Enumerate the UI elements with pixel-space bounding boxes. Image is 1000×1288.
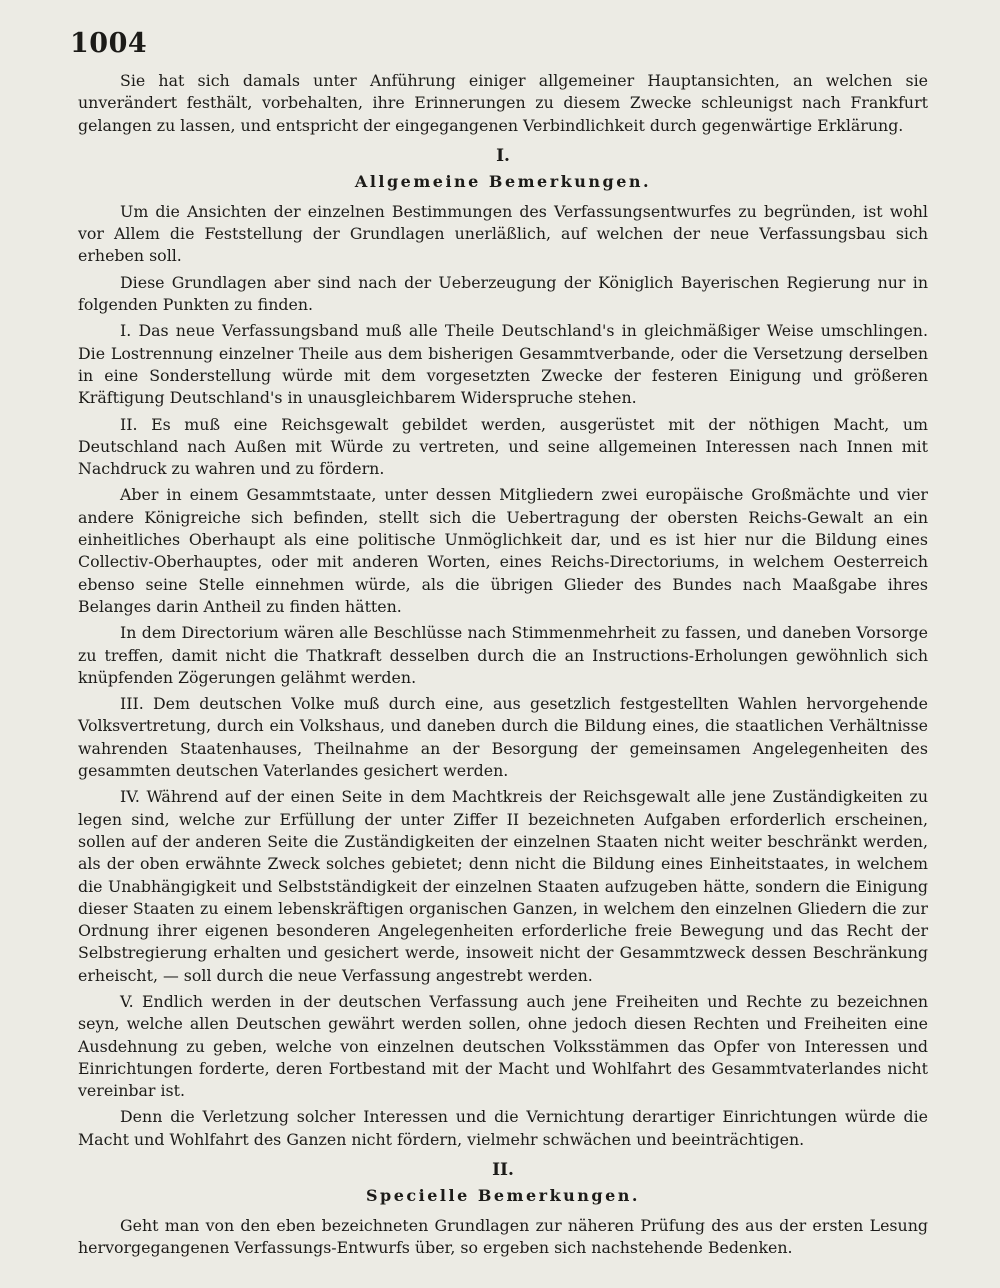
body-text [78, 70, 928, 1264]
paragraph-point-iii: III. Dem deutschen Volke muß durch eine, aus gesetzlich festgestellten Wahlen hervorgehende Volksvertretung, durch ein Volkshaus, und daneben durch die Bildung eines, die staatlichen Verhältnisse wahrenden Staatenhauses, Theilnahme an der Besorgung der gemeinsamen Angelegenheiten des gesammten deutschen Vaterlandes gesichert werden. [78, 694, 928, 781]
paragraph: Geht man von den eben bezeichneten Grundlagen zur näheren Prüfung des aus der ersten Lesung hervorgegangenen Verfassungs-Entwurfs über, so ergeben sich nachstehende Bedenken. [78, 1216, 928, 1258]
paragraph-point-ii: II. Es muß eine Reichsgewalt gebildet werden, ausgerüstet mit der nöthigen Macht, um Deutschland nach Außen mit Würde zu vertreten, und seine allgemeinen Interessen nach Innen mit Nachdruck zu wahren und zu fördern. [78, 414, 928, 479]
paragraph: Diese Grundlagen aber sind nach der Ueberzeugung der Königlich Bayerischen Regierung nur in folgenden Punkten zu finden. [78, 272, 928, 315]
intro-paragraph: Sie hat sich damals unter Anführung einiger allgemeiner Hauptansichten, an welchen sie unverändert festhält, vorbehalten, ihre Erinnerungen zu diesem Zwecke schleunigst nach Frankfurt gelangen zu lassen, und entspricht der eingegangenen Verbindlichkeit durch gegenwärtige Erklärung. [78, 71, 928, 135]
page-number: 1004 [70, 28, 148, 59]
paragraph-point-iv: IV. Während auf der einen Seite in dem Machtkreis der Reichsgewalt alle jene Zuständigkeiten zu legen sind, welche zur Erfüllung der unter Ziffer II bezeichneten Aufgaben erforderlich erscheinen, sollen auf der anderen Seite die Zuständigkeiten der einzelnen Staaten nicht weiter beschränkt werden, als der oben erwähnte Zweck solches gebietet; denn nicht die Bildung eines Einheitstaates, in welchem die Unabhängigkeit und Selbstständigkeit der einzelnen Staaten aufzugeben hätte, sondern die Einigung dieser Staaten zu einem lebenskräftigen organischen Ganzen, in welchem den einzelnen Gliedern die zur Ordnung ihrer eigenen besonderen Angelegenheiten erforderliche freie Bewegung und das Recht der Selbstregierung erhalten und gesichert werde, insoweit nicht der Gesammtzweck dessen Beschränkung erheischt, — soll durch die neue Verfassung angestrebt werden. [78, 787, 928, 985]
section-2-heading: Specielle Bemerkungen. [366, 1186, 640, 1206]
paragraph: Denn die Verletzung solcher Interessen und die Vernichtung derartiger Einrichtungen würde die Macht und Wohlfahrt des Ganzen nicht fördern, vielmehr schwächen und beeinträchtigen. [78, 1107, 928, 1149]
section-2-numeral: II. [492, 1160, 514, 1181]
paragraph: Um die Ansichten der einzelnen Bestimmungen des Verfassungsentwurfes zu begründen, ist wohl vor Allem die Feststellung der Grundlagen unerläßlich, auf welchen der neue Verfassungsbau sich erheben soll. [78, 201, 928, 266]
paragraph-point-i: I. Das neue Verfassungsband muß alle Theile Deutschland's in gleichmäßiger Weise umschlingen. Die Lostrennung einzelner Theile aus dem bisherigen Gesammtverbande, oder die Versetzung derselben in eine Sonderstellung würde mit dem vorgesetzten Zwecke der festeren Einigung und größeren Kräftigung Deutschland's in unausgleichbarem Widerspruche stehen. [78, 321, 928, 408]
paragraph: Aber in einem Gesammtstaate, unter dessen Mitgliedern zwei europäische Großmächte und vier andere Königreiche sich befinden, stellt sich die Uebertragung der obersten Reichs-Gewalt an ein einheitliches Oberhaupt als eine politische Unmöglichkeit dar, und es ist hier nur die Bildung eines Collectiv-Oberhauptes, oder mit anderen Worten, eines Reichs-Directoriums, in welchem Oesterreich ebenso seine Stelle einnehmen würde, als die übrigen Glieder des Bundes nach Maaßgabe ihres Belanges darin Antheil zu finden hätten. [78, 485, 928, 616]
paragraph: In dem Directorium wären alle Beschlüsse nach Stimmenmehrheit zu fassen, und daneben Vorsorge zu treffen, damit nicht die Thatkraft desselben durch die an Instructions-Erholungen gewöhnlich sich knüpfenden Zögerungen gelähmt werden. [78, 623, 928, 687]
paragraph-point-v: V. Endlich werden in der deutschen Verfassung auch jene Freiheiten und Rechte zu bezeichnen seyn, welche allen Deutschen gewährt werden sollen, ohne jedoch diesen Rechten und Freiheiten eine Ausdehnung zu geben, welche von einzelnen deutschen Volksstämmen das Opfer von Interessen und Einrichtungen forderte, deren Fortbestand mit der Macht und Wohlfahrt des Gesammtvaterlandes nicht vereinbar ist. [78, 991, 928, 1101]
section-1-numeral: I. [496, 145, 510, 166]
section-1-heading: Allgemeine Bemerkungen. [354, 171, 652, 191]
